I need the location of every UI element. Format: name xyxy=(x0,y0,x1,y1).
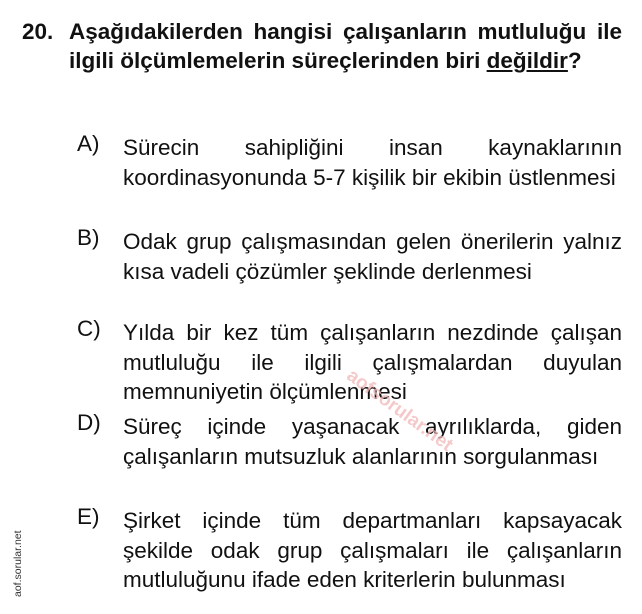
option-c-text: Yılda bir kez tüm çalışanların nezdinde çalışan mutluluğu ile ilgili çalışmalardan duyulan memnuniyetin ölçümlenmesi xyxy=(123,320,622,404)
option-c[interactable] xyxy=(77,318,622,407)
side-watermark: aof.sorular.net xyxy=(12,530,24,597)
option-d[interactable] xyxy=(77,412,622,471)
option-e[interactable] xyxy=(77,506,622,595)
question-emphasis: değildir xyxy=(486,48,568,73)
option-c-label: C) xyxy=(77,316,101,341)
watermark: aofsorular.net xyxy=(342,365,457,456)
option-a[interactable] xyxy=(77,133,622,192)
option-b-text: Odak grup çalışmasından gelen önerilerin yalnız kısa vadeli çözümler şeklinde derlenmesi xyxy=(123,229,622,284)
question-text-before: Aşağıdakilerden hangisi çalışanların mutluluğu ile ilgili ölçümlemelerin süreçlerinden biri xyxy=(69,19,622,73)
option-d-text: Süreç içinde yaşanacak ayrılıklarda, giden çalışanların mutsuzluk alanlarının sorgulanması xyxy=(123,414,622,469)
option-a-label: A) xyxy=(77,131,100,156)
question-text-after: ? xyxy=(567,48,582,73)
option-e-text: Şirket içinde tüm departmanları kapsayacak şekilde odak grup çalışmaları ile çalışanların mutluluğunu ifade eden kriterlerin bulunması xyxy=(123,508,622,592)
option-b-label: B) xyxy=(77,225,100,250)
option-d-label: D) xyxy=(77,410,101,435)
option-e-label: E) xyxy=(77,504,100,529)
question-text xyxy=(69,17,622,75)
question-number: 20. xyxy=(22,19,54,44)
option-a-text: Sürecin sahipliğini insan kaynaklarının koordinasyonunda 5-7 kişilik bir ekibin üstlenmesi xyxy=(123,135,622,190)
question xyxy=(22,17,622,75)
option-b[interactable] xyxy=(77,227,622,286)
